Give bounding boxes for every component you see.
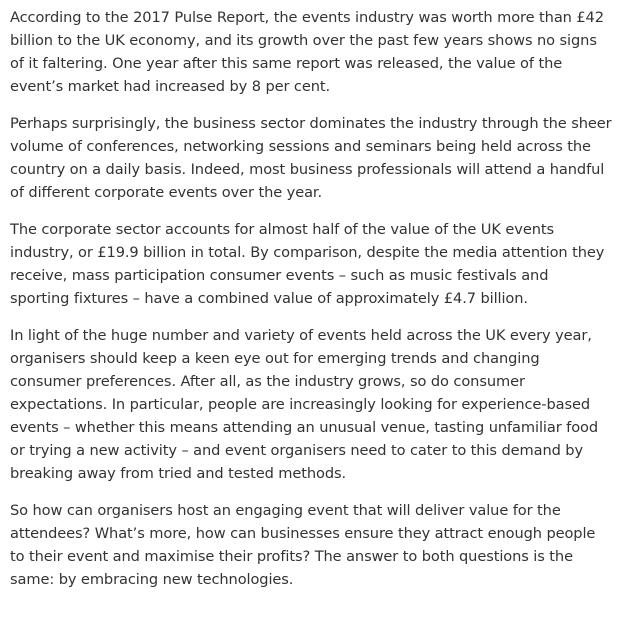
paragraph-emerging-trends: In light of the huge number and variety of events held across the UK every year, organisers should keep a keen eye out for emerging trends and changing consumer preferences. After all, as the industry grows, so do consumer expectations. In particular, people are increasingly looking for experience-based events – whether this means attending an unusual venue, tasting unfamiliar food or trying a new activity – and event organisers need to cater to this demand by breaking away from tried and tested methods. [10, 327, 599, 482]
paragraph-business-sector: Perhaps surprisingly, the business sector dominates the industry through the sheer volume of conferences, networking sessions and seminars being held across the country on a daily basis. Indeed, most business professionals will attend a handful of different corporate events over the year. [10, 115, 612, 201]
paragraph-technology-answer: So how can organisers host an engaging event that will deliver value for the attendees? What’s more, how can businesses ensure they attract enough people to their event and maximise their profits? The answer to both questions is the same: by embracing new technologies. [10, 502, 596, 588]
paragraph-corporate-share: The corporate sector accounts for almost half of the value of the UK events industry, or £19.9 billion in total. By comparison, despite the media attention they receive, mass participation consumer events – such as music festivals and sporting fixtures – have a combined value of approximately £4.7 billion. [10, 221, 605, 307]
paragraph-industry-value: According to the 2017 Pulse Report, the events industry was worth more than £42 billion to the UK economy, and its growth over the past few years shows no signs of it faltering. One year after this same report was released, the value of the event’s market had increased by 8 per cent. [10, 9, 604, 95]
